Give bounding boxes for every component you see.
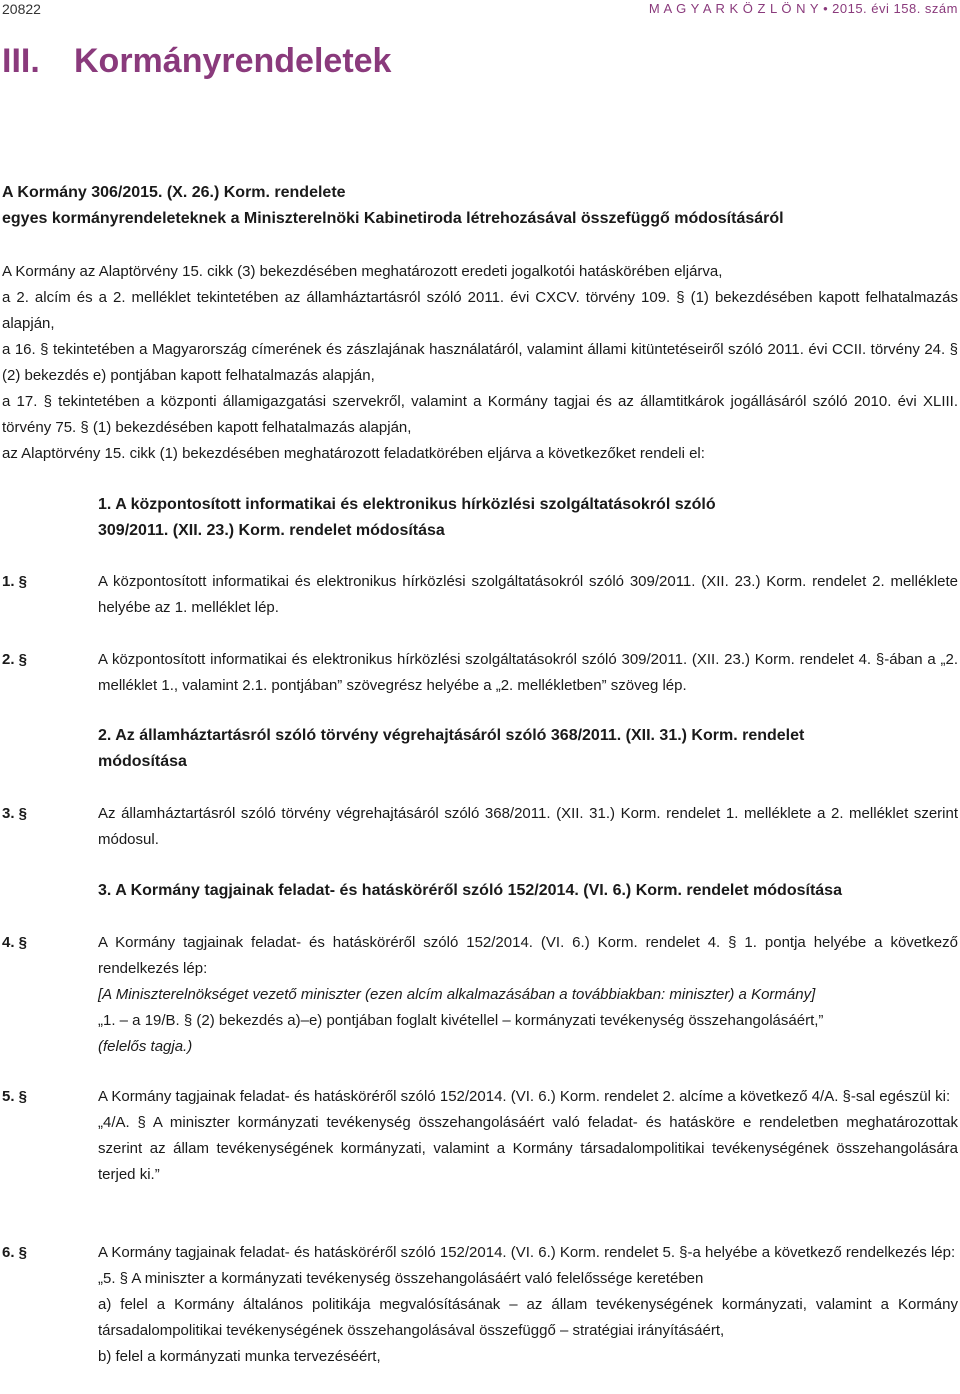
preamble-paragraph: az Alaptörvény 15. cikk (1) bekezdésében meghatározott feladatkörében eljárva a következőket rendeli el: [2,445,705,462]
subtitle-2 [98,723,898,775]
section-6 [2,1240,958,1370]
section-context: (felelős tagja.) [98,1038,193,1055]
preamble [2,259,958,467]
section-quote: „4/A. § A miniszter kormányzati tevékenység összehangolásáért való feladat- és hatásköre e rendeletben meghatározottak szerint az állam tevékenységének kormányzati, valamint a Kormány társadalompolitikai tevékenységének összehangolására terjed ki.” [98,1114,958,1183]
decree-title-line-1: A Kormány 306/2015. (X. 26.) Korm. rendelete [2,184,346,201]
section-number: 1. § [2,573,28,590]
section-text: Az államháztartásról szóló törvény végrehajtásáról szóló 368/2011. (XII. 31.) Korm. rendelet 1. melléklete a 2. melléklet szerint módosul. [98,805,958,848]
section-context: [A Miniszterelnökséget vezető miniszter (ezen alcím alkalmazásában a továbbiakban: miniszter) a Kormány] [98,986,816,1003]
section-text: A Kormány tagjainak feladat- és hatásköréről szóló 152/2014. (VI. 6.) Korm. rendelet 2. alcíme a következő 4/A. §-sal egészül ki: [98,1088,951,1105]
section-2 [2,647,958,699]
section-number: 2. § [2,651,28,668]
page-number: 20822 [2,1,41,17]
section-quote: „1. – a 19/B. § (2) bekezdés a)–e) pontjában foglalt kivétellel – kormányzati tevékenység összehangolásáért,” [98,1012,824,1029]
subtitle-2-line-1: 2. Az államháztartásról szóló törvény végrehajtásáról szóló 368/2011. (XII. 31.) Korm. rendelet [98,727,805,744]
header-bullet: • [823,1,829,16]
part-name: Kormányrendeletek [74,42,392,80]
subtitle-1-line-2: 309/2011. (XII. 23.) Korm. rendelet módosítása [98,522,445,539]
preamble-paragraph: a 2. alcím és a 2. melléklet tekintetében az államháztartásról szóló 2011. évi CXCV. törvény 109. § (1) bekezdésében kapott felhatalmazás alapján, [2,289,958,332]
section-point: b) felel a kormányzati munka tervezéséért, [98,1348,381,1365]
preamble-paragraph: a 16. § tekintetében a Magyarország címerének és zászlajának használatáról, valamint állami kitüntetéseiről szóló 2011. évi CCII. törvény 24. § (2) bekezdés e) pontjában kapott felhatalmazás alapján, [2,341,958,384]
issue-number: 2015. évi 158. szám [832,1,958,16]
section-text: A Kormány tagjainak feladat- és hatásköréről szóló 152/2014. (VI. 6.) Korm. rendelet 5. §-a helyébe a következő rendelkezés lép: [98,1244,956,1261]
decree-title-line-2: egyes kormányrendeleteknek a Miniszterelnöki Kabinetiroda létrehozásával összefüggő módosításáról [2,210,784,227]
subtitle-3-line: 3. A Kormány tagjainak feladat- és hatásköréről szóló 152/2014. (VI. 6.) Korm. rendelet módosítása [98,882,842,899]
subtitle-1-line-1: 1. A központosított informatikai és elektronikus hírközlési szolgáltatásokról szóló [98,496,716,513]
section-number: 4. § [2,934,28,951]
section-number: 3. § [2,805,28,822]
decree-title [2,180,952,232]
running-header [649,0,958,18]
section-number: 5. § [2,1088,28,1105]
subtitle-1 [98,492,898,544]
part-title [2,40,391,82]
section-text: A központosított informatikai és elektronikus hírközlési szolgáltatásokról szóló 309/2011. (XII. 23.) Korm. rendelet 4. §-ában a „2. melléklet 1., valamint 2.1. pontjában” szövegrész helyébe a „2. mellékletben” szöveg lép. [98,651,958,694]
section-text: A központosított informatikai és elektronikus hírközlési szolgáltatásokról szóló 309/2011. (XII. 23.) Korm. rendelet 2. melléklete helyébe az 1. melléklet lép. [98,573,958,616]
part-number: III. [2,42,40,80]
subtitle-3 [98,878,958,904]
preamble-paragraph: a 17. § tekintetében a központi államigazgatási szervekről, valamint a Kormány tagjai és az államtitkárok jogállásáról szóló 2010. évi XLIII. törvény 75. § (1) bekezdésében kapott felhatalmazás alapján, [2,393,958,436]
section-4 [2,930,958,1060]
preamble-paragraph: A Kormány az Alaptörvény 15. cikk (3) bekezdésében meghatározott eredeti jogalkotói hatáskörében eljárva, [2,263,723,280]
journal-title: M A G Y A R K Ö Z L Ö N Y [648,1,820,16]
section-text: A Kormány tagjainak feladat- és hatásköréről szóló 152/2014. (VI. 6.) Korm. rendelet 4. § 1. pontja helyébe a következő rendelkezés lép: [98,934,958,977]
section-point: a) felel a Kormány általános politikája megvalósításának – az állam tevékenységének kormányzati, valamint a Kormány társadalompolitikai tevékenységének összehangolásával összefüggő – stratégiai irányításáért, [98,1296,958,1339]
section-5 [2,1084,958,1188]
section-number: 6. § [2,1244,28,1261]
section-3 [2,801,958,853]
section-1 [2,569,958,621]
subtitle-2-line-2: módosítása [98,753,187,770]
section-quote: „5. § A miniszter a kormányzati tevékenység összehangolásáért való felelőssége keretében [98,1270,704,1287]
